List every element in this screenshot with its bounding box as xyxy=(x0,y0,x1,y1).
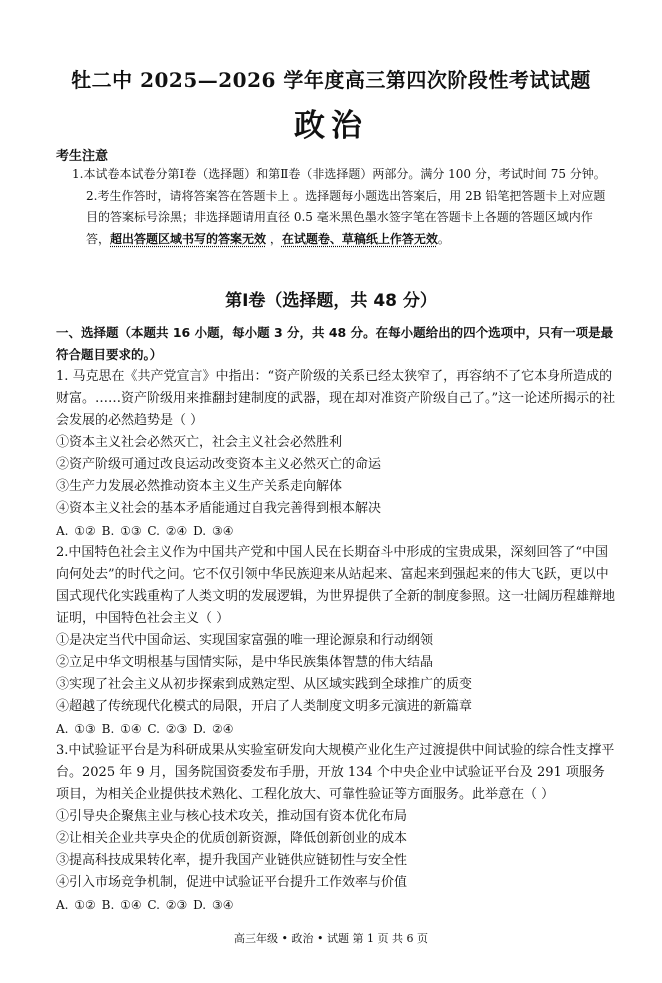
question-stem: 3.中试验证平台是为科研成果从实验室研发向大规模产业化生产过渡提供中间试验的综合性支撑平台。2025 年 9 月，国务院国资委发布手册，开放 134 个中央企业中试验证平台及 291 项服务项目，为相关企业提供技术熟化、工程化放大、可靠性验证等方面服务。此举意在（ ） xyxy=(56,743,615,802)
question-3 xyxy=(56,740,616,916)
notice-emphasis-1: 超出答题区域书写的答案无效 xyxy=(110,231,267,246)
question-option: ④超越了传统现代化模式的局限，开启了人类制度文明多元演进的新篇章 xyxy=(56,699,473,714)
question-option: ③实现了社会主义从初步探索到成熟定型、从区域实践到全球推广的质变 xyxy=(56,677,473,692)
question-option: ①是决定当代中国命运、实现国家富强的唯一理论源泉和行动纲领 xyxy=(56,633,434,648)
question-option: ②资产阶级可通过改良运动改变资本主义必然灭亡的命运 xyxy=(56,457,382,472)
notice-text: 本试卷本试卷分第Ⅰ卷（选择题）和第Ⅱ卷（非选择题）两部分。满分 100 分，考试时间 75 分钟。2.考生作答时，请将答案答在答题卡上 。选择题每小题选出答案后，用 2B 铅笔把答题卡上对应题目的答案标号涂黑；非选择题请用直径 0.5 毫米黑色墨水签字笔在答题卡上各题的答题区域内作答， xyxy=(83,167,606,246)
question-option: ③提高科技成果转化率，提升我国产业链供应链韧性与安全性 xyxy=(56,853,408,868)
question-stem: 1. 马克思在《共产党宣言》中指出：“资产阶级的关系已经太狭窄了，再容纳不了它本身所造成的财富。……资产阶级用来推翻封建制度的武器，现在却对准资产阶级自己了。”这一论述所揭示的社会发展的必然趋势是（ ） xyxy=(56,369,616,428)
answer-choices: A. ①③ B. ①④ C. ②③ D. ②④ xyxy=(56,722,234,736)
question-option: ②立足中华文明根基与国情实际，是中华民族集体智慧的伟大结晶 xyxy=(56,655,434,670)
answer-choices: A. ①② B. ①④ C. ②③ D. ③④ xyxy=(56,898,234,912)
question-2 xyxy=(56,542,616,740)
question-1 xyxy=(56,366,616,542)
question-stem: 2.中国特色社会主义作为中国共产党和中国人民在长期奋斗中形成的宝贵成果，深刻回答了“中国向何处去”的时代之问。它不仅引领中华民族迎来从站起来、富起来到强起来的伟大飞跃，更以中国式现代化实践重构了人类文明的发展逻辑，为世界提供了全新的制度参照。这一壮阔历程雄辩地证明，中国特色社会主义（ ） xyxy=(56,545,616,626)
notice-body xyxy=(72,164,606,250)
question-option: ③生产力发展必然推动资本主义生产关系走向解体 xyxy=(56,479,343,494)
section-title: 第Ⅰ卷（选择题，共 48 分） xyxy=(225,291,437,311)
question-option: ②让相关企业共享央企的优质创新资源，降低创新创业的成本 xyxy=(56,831,408,846)
question-option: ①资本主义社会必然灭亡，社会主义社会必然胜利 xyxy=(56,435,343,450)
notice-end: 。 xyxy=(437,231,450,246)
part-heading: 一、选择题（本题共 16 小题，每小题 3 分，共 48 分。在每小题给出的四个选项中，只有一项是最符合题目要求的。） xyxy=(56,325,614,362)
exam-title: 牡二中 2025—2026 学年度高三第四次阶段性考试试题 xyxy=(71,68,591,92)
answer-choices: A. ①② B. ①③ C. ②④ D. ③④ xyxy=(56,524,234,538)
subject-title: 政治 xyxy=(294,108,368,144)
question-list xyxy=(56,366,616,916)
question-option: ①引导央企聚焦主业与核心技术攻关，推动国有资本优化布局 xyxy=(56,809,408,824)
notice-number: 1. xyxy=(72,167,84,181)
question-option: ④引入市场竞争机制，促进中试验证平台提升工作效率与价值 xyxy=(56,875,408,890)
question-option: ④资本主义社会的基本矛盾能通过自我完善得到根本解决 xyxy=(56,501,382,516)
page-footer: 高三年级 • 政治 • 试题 第 1 页 共 6 页 xyxy=(234,932,428,945)
notice-heading: 考生注意 xyxy=(56,149,109,164)
notice-separator: ， xyxy=(266,231,282,246)
notice-emphasis-2: 在试题卷、草稿纸上作答无效 xyxy=(281,231,438,246)
